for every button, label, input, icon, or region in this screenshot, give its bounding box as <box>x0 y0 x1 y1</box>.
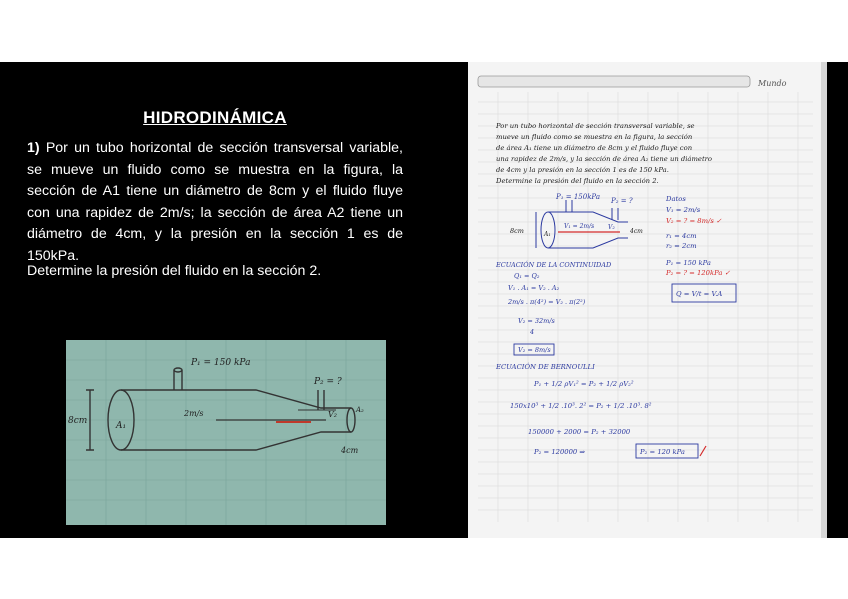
sketch-diameter2-label: 4cm <box>341 446 359 455</box>
nb-problem-line: de área A₁ tiene un diámetro de 8cm y el fluido fluye con <box>496 144 693 152</box>
continuity-heading: ECUACIÓN DE LA CONTINUIDAD <box>496 261 612 269</box>
bernoulli-line: P₁ + 1/2 ρV₁² = P₂ + 1/2 ρV₂² <box>534 380 634 388</box>
flow-formula: Q = V/t = V.A <box>676 290 723 298</box>
nb-p1-label: P₁ = 150kPa <box>556 193 601 201</box>
bernoulli-line: 150000 + 2000 = P₂ + 32000 <box>528 428 631 436</box>
notebook-brand: Mundo <box>758 79 787 88</box>
sketch-area-label: A₁ <box>116 421 127 431</box>
problem-number: 1) <box>27 140 40 156</box>
continuity-result: V₂ = 8m/s <box>518 346 551 354</box>
problem-statement <box>27 138 403 267</box>
problem-text: Por un tubo horizontal de sección transversal variable, se mueve un fluido como se muestra en la figura, la sección de A1 tiene un diámetro de 8cm y el fluido fluye con una rapidez de 2m/s; la sección de área A2 tiene un diámetro de 4cm, y la presión en la sección 1 es de 150kPa. <box>27 140 403 264</box>
nb-problem-line: Determine la presión del fluido en la sección 2. <box>496 177 659 185</box>
datos-line: r₁ = 4cm <box>666 232 697 240</box>
continuity-line: V₁ . A₁ = V₂ . A₂ <box>508 284 560 292</box>
nb-d1-label: 8cm <box>510 227 524 235</box>
nb-d2-label: 4cm <box>630 228 643 235</box>
slide-title: HIDRODINÁMICA <box>143 108 287 127</box>
datos-line: P₁ = 150 kPa <box>666 259 711 267</box>
datos-line: r₂ = 2cm <box>666 242 697 250</box>
slide <box>0 62 848 538</box>
pipe-sketch-photo <box>66 340 386 525</box>
sketch-area2-label: A₂ <box>356 406 364 414</box>
nb-a1-label: A₁ <box>544 231 551 238</box>
problem-panel <box>0 62 455 538</box>
sketch-diameter-label: 8cm <box>68 416 88 426</box>
bernoulli-line: P₂ = 120000 ⇒ <box>534 448 586 456</box>
continuity-line: 2m/s . π(4²) = V₂ . π(2²) <box>508 298 586 306</box>
datos-title: Datos <box>666 195 686 203</box>
sketch-velocity-label: 2m/s <box>184 409 204 418</box>
sketch-v2-label: V₂ <box>328 410 337 419</box>
problem-question: Determine la presión del fluido en la sección 2. <box>27 263 322 279</box>
datos-line: V₂ = ? = 8m/s ✓ <box>666 217 722 225</box>
sketch-p2-label: P₂ = ? <box>314 377 342 387</box>
bernoulli-heading: ECUACIÓN DE BERNOULLI <box>496 363 595 371</box>
nb-problem-line: mueve un fluido como se muestra en la figura, la sección <box>496 133 693 141</box>
continuity-line: Q₁ = Q₂ <box>514 272 540 280</box>
nb-problem-line: Por un tubo horizontal de sección transversal variable, se <box>496 122 695 130</box>
nb-problem-line: una rapidez de 2m/s, y la sección de área A₂ tiene un diámetro <box>496 155 713 163</box>
pipe-sketch <box>66 340 386 525</box>
sketch-p1-label: P₁ = 150 kPa <box>191 358 251 368</box>
nb-v1-label: V₁ = 2m/s <box>564 223 595 230</box>
notebook-page <box>468 62 821 538</box>
notebook-edge <box>821 62 827 538</box>
nb-problem-line: de 4cm y la presión en la sección 1 es de 150 kPa. <box>496 166 669 174</box>
notebook-solution <box>468 62 821 538</box>
nb-p2-label: P₂ = ? <box>611 197 633 205</box>
datos-line: P₂ = ? = 120kPa ✓ <box>666 269 731 277</box>
datos-line: V₁ = 2m/s <box>666 206 701 214</box>
bernoulli-line: 150x10³ + 1/2 .10³. 2² = P₂ + 1/2 .10³. 8² <box>510 402 652 410</box>
continuity-line: 4 <box>530 328 535 336</box>
continuity-line: V₂ = 32m/s <box>518 317 555 325</box>
nb-v2-label: V₂ <box>608 224 615 231</box>
bernoulli-result: P₂ = 120 kPa <box>640 448 685 456</box>
